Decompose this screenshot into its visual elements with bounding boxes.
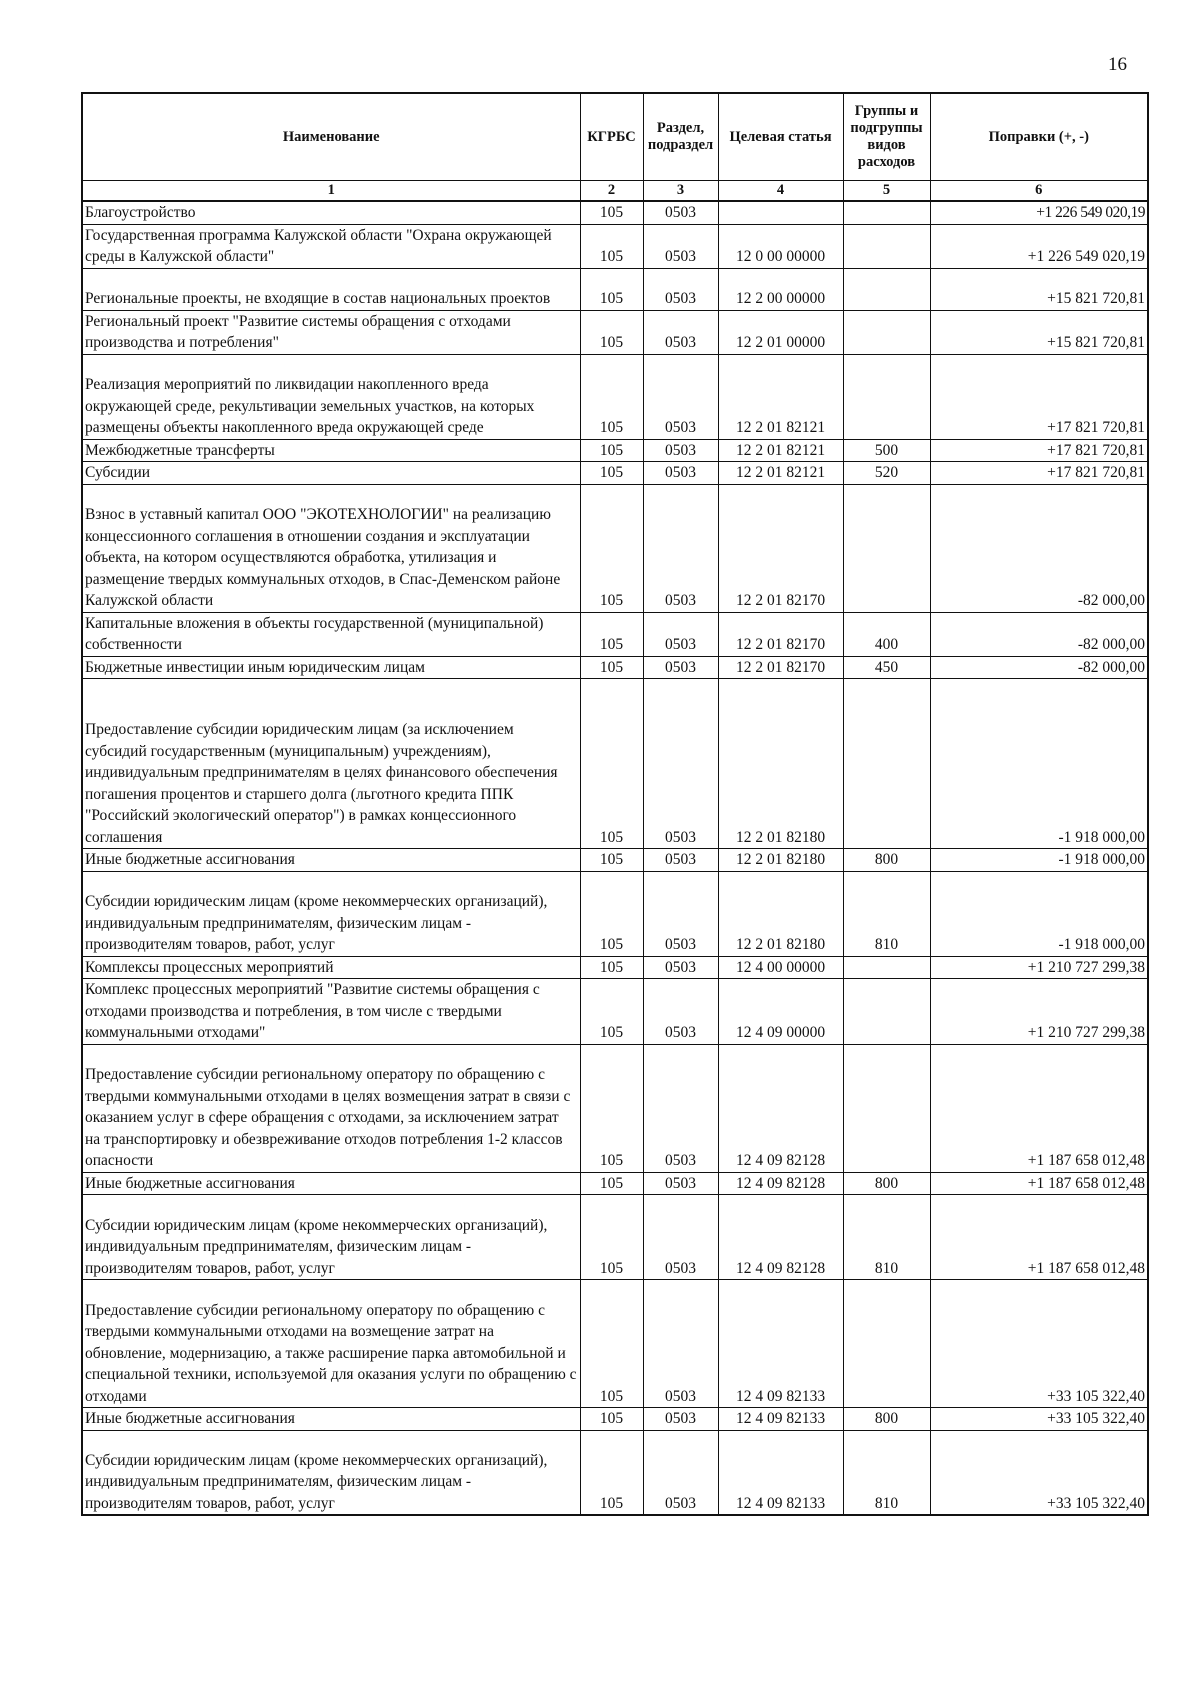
row-kgrbs-cell: 105	[580, 462, 643, 485]
row-section-cell: 0503	[643, 201, 718, 224]
table-row	[82, 1408, 1148, 1431]
header-section: Раздел, подраздел	[643, 93, 718, 181]
row-target-cell: 12 2 01 82180	[718, 849, 843, 872]
row-target-cell: 12 4 09 82128	[718, 1172, 843, 1195]
table-row	[82, 1430, 1148, 1515]
row-target-cell: 12 2 01 82121	[718, 462, 843, 485]
row-name-cell: Взнос в уставный капитал ООО "ЭКОТЕХНОЛОГИИ" на реализацию концессионного соглашения в отношении создания и эксплуатации объекта, на котором осуществляются обработка, утилизация и размещение твердых коммунальных отходов, в Спас-Деменском районе Калужской области	[82, 484, 580, 612]
row-amount-cell: +1 187 658 012,48	[930, 1195, 1148, 1280]
row-group-cell	[843, 979, 930, 1045]
row-name-cell: Субсидии юридическим лицам (кроме некоммерческих организаций), индивидуальным предпринимателям, физическим лицам - производителям товаров, работ, услуг	[82, 1195, 580, 1280]
row-section-cell: 0503	[643, 1044, 718, 1172]
page-number: 16	[1108, 54, 1127, 75]
column-number: 5	[843, 181, 930, 202]
row-section-cell: 0503	[643, 1195, 718, 1280]
row-section-cell: 0503	[643, 871, 718, 956]
row-target-cell: 12 2 01 82121	[718, 439, 843, 462]
table-row	[82, 310, 1148, 354]
row-amount-cell: +1 210 727 299,38	[930, 979, 1148, 1045]
table-row	[82, 849, 1148, 872]
row-amount-cell: -1 918 000,00	[930, 849, 1148, 872]
row-section-cell: 0503	[643, 979, 718, 1045]
row-group-cell	[843, 268, 930, 310]
row-name-cell: Региональные проекты, не входящие в состав национальных проектов	[82, 268, 580, 310]
row-target-cell: 12 4 09 82133	[718, 1280, 843, 1408]
row-kgrbs-cell: 105	[580, 1430, 643, 1515]
row-group-cell: 810	[843, 871, 930, 956]
row-amount-cell: +1 210 727 299,38	[930, 956, 1148, 979]
row-target-cell: 12 2 01 82180	[718, 871, 843, 956]
row-group-cell: 400	[843, 612, 930, 656]
header-group: Группы и подгруппы видов расходов	[843, 93, 930, 181]
row-kgrbs-cell: 105	[580, 871, 643, 956]
row-name-cell: Благоустройство	[82, 201, 580, 224]
row-target-cell: 12 2 01 82170	[718, 484, 843, 612]
row-kgrbs-cell: 105	[580, 484, 643, 612]
row-kgrbs-cell: 105	[580, 656, 643, 679]
row-group-cell: 810	[843, 1430, 930, 1515]
table-row	[82, 1280, 1148, 1408]
row-name-cell: Иные бюджетные ассигнования	[82, 849, 580, 872]
row-kgrbs-cell: 105	[580, 268, 643, 310]
row-kgrbs-cell: 105	[580, 1195, 643, 1280]
row-group-cell	[843, 1044, 930, 1172]
table-row	[82, 1044, 1148, 1172]
row-group-cell: 500	[843, 439, 930, 462]
row-group-cell: 800	[843, 1172, 930, 1195]
row-amount-cell: +33 105 322,40	[930, 1408, 1148, 1431]
row-target-cell: 12 4 09 00000	[718, 979, 843, 1045]
header-target: Целевая статья	[718, 93, 843, 181]
row-name-cell: Бюджетные инвестиции иным юридическим лицам	[82, 656, 580, 679]
column-number: 1	[82, 181, 580, 202]
row-section-cell: 0503	[643, 656, 718, 679]
row-amount-cell: +17 821 720,81	[930, 354, 1148, 439]
row-target-cell: 12 2 01 82121	[718, 354, 843, 439]
table-row	[82, 1172, 1148, 1195]
row-group-cell	[843, 1280, 930, 1408]
row-section-cell: 0503	[643, 268, 718, 310]
row-name-cell: Межбюджетные трансферты	[82, 439, 580, 462]
row-amount-cell: +33 105 322,40	[930, 1280, 1148, 1408]
column-number-row	[82, 181, 1148, 202]
row-section-cell: 0503	[643, 439, 718, 462]
row-group-cell: 810	[843, 1195, 930, 1280]
row-section-cell: 0503	[643, 1172, 718, 1195]
row-kgrbs-cell: 105	[580, 354, 643, 439]
row-name-cell: Капитальные вложения в объекты государственной (муниципальной) собственности	[82, 612, 580, 656]
row-group-cell	[843, 679, 930, 849]
row-target-cell: 12 2 01 00000	[718, 310, 843, 354]
row-group-cell	[843, 310, 930, 354]
row-amount-cell: -82 000,00	[930, 484, 1148, 612]
row-section-cell: 0503	[643, 1408, 718, 1431]
row-kgrbs-cell: 105	[580, 979, 643, 1045]
row-kgrbs-cell: 105	[580, 956, 643, 979]
row-target-cell	[718, 201, 843, 224]
table-row	[82, 484, 1148, 612]
row-section-cell: 0503	[643, 484, 718, 612]
row-kgrbs-cell: 105	[580, 612, 643, 656]
row-target-cell: 12 2 01 82180	[718, 679, 843, 849]
row-kgrbs-cell: 105	[580, 1280, 643, 1408]
row-section-cell: 0503	[643, 956, 718, 979]
row-name-cell: Предоставление субсидии региональному оператору по обращению с твердыми коммунальными отходами в целях возмещения затрат в связи с оказанием услуг в сфере обращения с отходами, за исключением затрат на транспортировку и обезвреживание отходов потребления 1-2 классов опасности	[82, 1044, 580, 1172]
row-section-cell: 0503	[643, 1430, 718, 1515]
row-kgrbs-cell: 105	[580, 1044, 643, 1172]
row-kgrbs-cell: 105	[580, 201, 643, 224]
row-amount-cell: -1 918 000,00	[930, 871, 1148, 956]
row-name-cell: Комплекс процессных мероприятий "Развитие системы обращения с отходами производства и потребления, в том числе с твердыми коммунальными отходами"	[82, 979, 580, 1045]
row-section-cell: 0503	[643, 310, 718, 354]
row-name-cell: Комплексы процессных мероприятий	[82, 956, 580, 979]
table-row	[82, 224, 1148, 268]
row-group-cell: 800	[843, 1408, 930, 1431]
row-name-cell: Иные бюджетные ассигнования	[82, 1172, 580, 1195]
row-amount-cell: +33 105 322,40	[930, 1430, 1148, 1515]
row-kgrbs-cell: 105	[580, 679, 643, 849]
row-section-cell: 0503	[643, 462, 718, 485]
table-row	[82, 871, 1148, 956]
row-group-cell	[843, 956, 930, 979]
row-amount-cell: +1 226 549 020,19	[930, 224, 1148, 268]
row-target-cell: 12 4 00 00000	[718, 956, 843, 979]
row-name-cell: Иные бюджетные ассигнования	[82, 1408, 580, 1431]
row-section-cell: 0503	[643, 679, 718, 849]
row-name-cell: Реализация мероприятий по ликвидации накопленного вреда окружающей среде, рекультивации земельных участков, на которых размещены объекты накопленного вреда окружающей среде	[82, 354, 580, 439]
row-group-cell: 800	[843, 849, 930, 872]
table-row	[82, 956, 1148, 979]
row-kgrbs-cell: 105	[580, 849, 643, 872]
table-row	[82, 656, 1148, 679]
table-row	[82, 979, 1148, 1045]
row-group-cell	[843, 484, 930, 612]
column-number: 4	[718, 181, 843, 202]
table-row	[82, 462, 1148, 485]
row-group-cell: 450	[843, 656, 930, 679]
row-section-cell: 0503	[643, 224, 718, 268]
row-target-cell: 12 2 00 00000	[718, 268, 843, 310]
row-name-cell: Субсидии	[82, 462, 580, 485]
header-kgrbs: КГРБС	[580, 93, 643, 181]
row-target-cell: 12 4 09 82133	[718, 1430, 843, 1515]
row-kgrbs-cell: 105	[580, 1408, 643, 1431]
row-section-cell: 0503	[643, 849, 718, 872]
budget-amendments-table	[81, 92, 1149, 1516]
row-section-cell: 0503	[643, 612, 718, 656]
row-name-cell: Предоставление субсидии региональному оператору по обращению с твердыми коммунальными отходами на возмещение затрат на обновление, модернизацию, а также расширение парка автомобильной и специальной техники, используемой для оказания услуги по обращению с отходами	[82, 1280, 580, 1408]
row-target-cell: 12 0 00 00000	[718, 224, 843, 268]
row-amount-cell: -1 918 000,00	[930, 679, 1148, 849]
row-section-cell: 0503	[643, 1280, 718, 1408]
row-amount-cell: +15 821 720,81	[930, 268, 1148, 310]
row-amount-cell: +17 821 720,81	[930, 439, 1148, 462]
row-target-cell: 12 4 09 82128	[718, 1195, 843, 1280]
row-section-cell: 0503	[643, 354, 718, 439]
table-row	[82, 612, 1148, 656]
row-target-cell: 12 2 01 82170	[718, 612, 843, 656]
row-target-cell: 12 4 09 82133	[718, 1408, 843, 1431]
row-amount-cell: +17 821 720,81	[930, 462, 1148, 485]
header-amount: Поправки (+, -)	[930, 93, 1148, 181]
row-name-cell: Региональный проект "Развитие системы обращения с отходами производства и потребления"	[82, 310, 580, 354]
table-row	[82, 268, 1148, 310]
table-row	[82, 1195, 1148, 1280]
table-row	[82, 354, 1148, 439]
row-amount-cell: +1 187 658 012,48	[930, 1044, 1148, 1172]
row-amount-cell: -82 000,00	[930, 656, 1148, 679]
table-row	[82, 679, 1148, 849]
column-number: 2	[580, 181, 643, 202]
row-name-cell: Государственная программа Калужской области "Охрана окружающей среды в Калужской области"	[82, 224, 580, 268]
table-row	[82, 201, 1148, 224]
row-name-cell: Субсидии юридическим лицам (кроме некоммерческих организаций), индивидуальным предпринимателям, физическим лицам - производителям товаров, работ, услуг	[82, 871, 580, 956]
column-number: 6	[930, 181, 1148, 202]
row-kgrbs-cell: 105	[580, 224, 643, 268]
header-name: Наименование	[82, 93, 580, 181]
column-number: 3	[643, 181, 718, 202]
row-group-cell: 520	[843, 462, 930, 485]
row-name-cell: Субсидии юридическим лицам (кроме некоммерческих организаций), индивидуальным предпринимателям, физическим лицам - производителям товаров, работ, услуг	[82, 1430, 580, 1515]
row-kgrbs-cell: 105	[580, 310, 643, 354]
row-amount-cell: +1 187 658 012,48	[930, 1172, 1148, 1195]
row-group-cell	[843, 354, 930, 439]
table-header-row	[82, 93, 1148, 181]
row-group-cell	[843, 201, 930, 224]
row-group-cell	[843, 224, 930, 268]
row-kgrbs-cell: 105	[580, 1172, 643, 1195]
row-name-cell: Предоставление субсидии юридическим лицам (за исключением субсидий государственным (муниципальным) учреждениям), индивидуальным предпринимателям в целях финансового обеспечения погашения процентов и старшего долга (льготного кредита ППК "Российский экологический оператор") в рамках концессионного соглашения	[82, 679, 580, 849]
row-target-cell: 12 2 01 82170	[718, 656, 843, 679]
row-amount-cell: +15 821 720,81	[930, 310, 1148, 354]
table-row	[82, 439, 1148, 462]
row-amount-cell: -82 000,00	[930, 612, 1148, 656]
row-kgrbs-cell: 105	[580, 439, 643, 462]
row-amount-cell: +1 226 549 020,19	[930, 201, 1148, 224]
row-target-cell: 12 4 09 82128	[718, 1044, 843, 1172]
